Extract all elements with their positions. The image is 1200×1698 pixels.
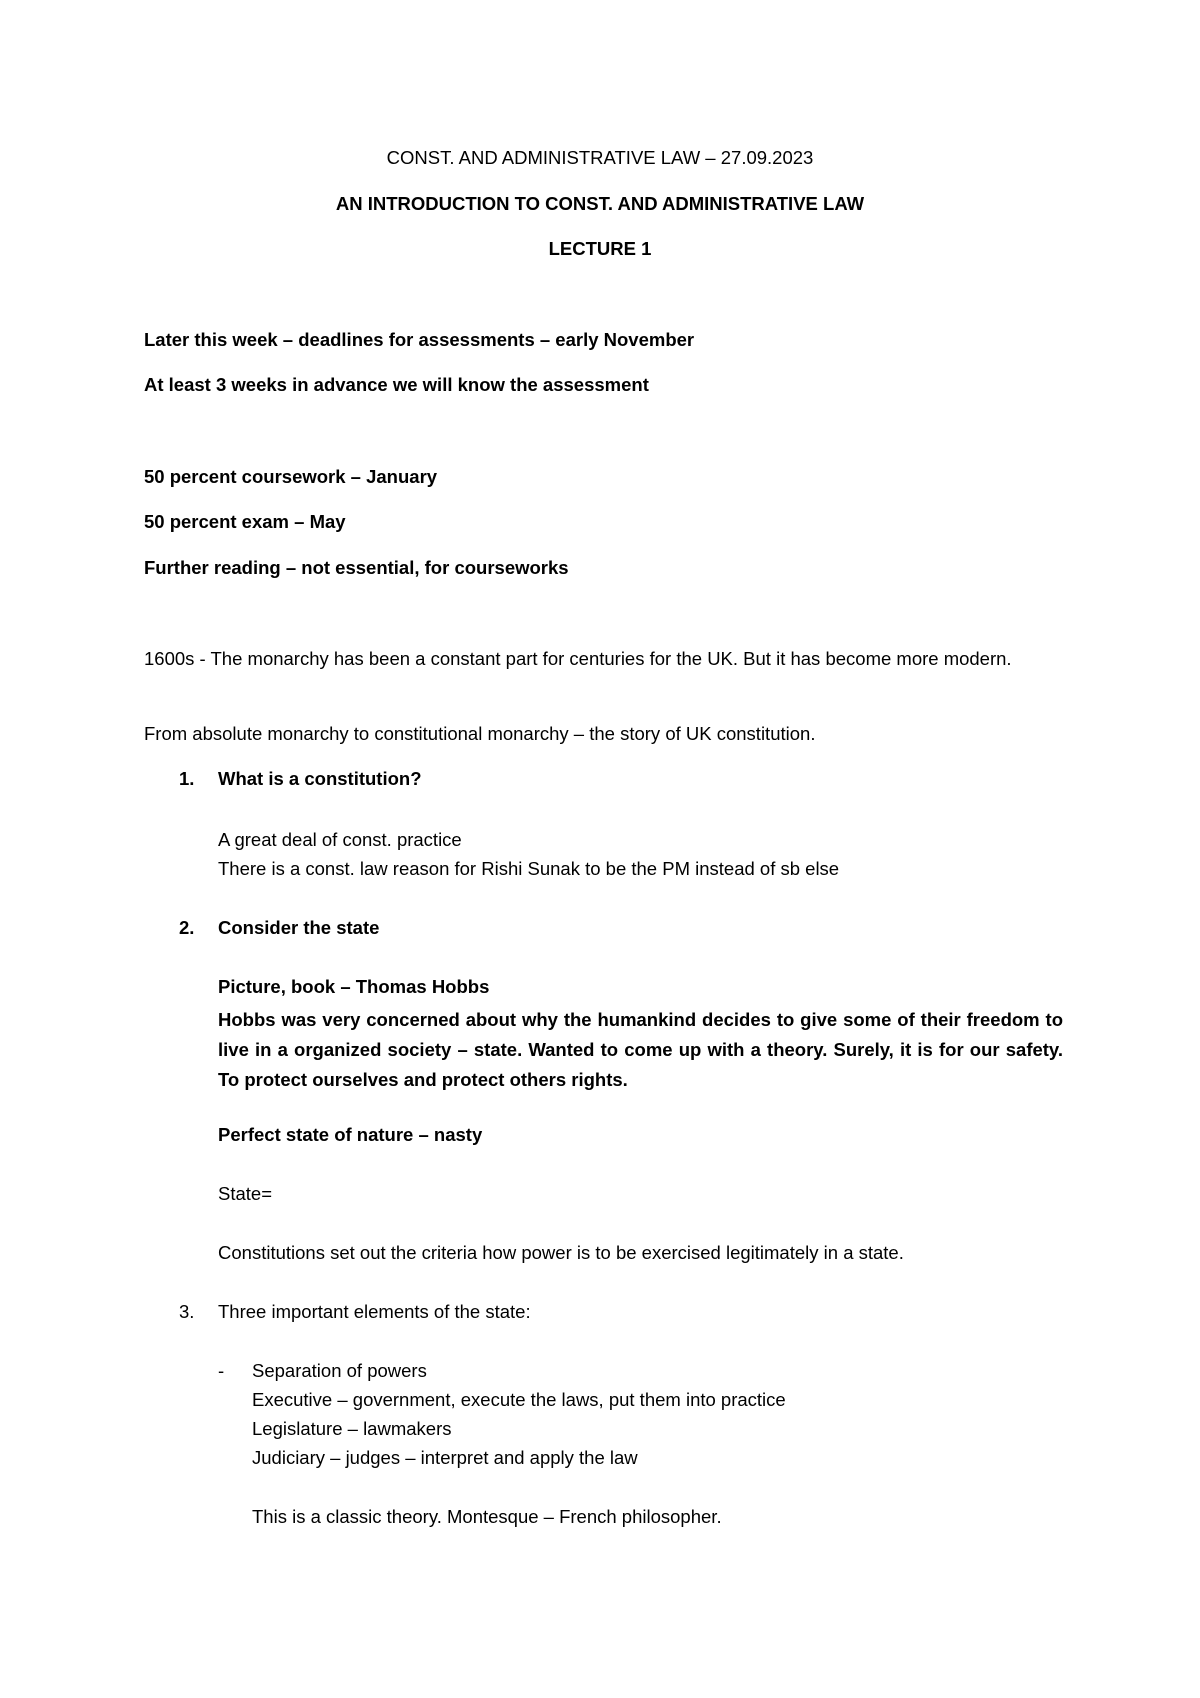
section-1-heading: What is a constitution? — [218, 768, 422, 789]
section-2-heading: Consider the state — [218, 917, 380, 938]
section-1-number: 1. — [179, 768, 195, 789]
course-title: CONST. AND ADMINISTRATIVE LAW – 27.09.2023 — [386, 147, 814, 168]
section-1-line-1: A great deal of const. practice — [218, 829, 462, 850]
state-equals-line: State= — [218, 1183, 273, 1204]
lecture-label: LECTURE 1 — [548, 238, 652, 259]
intro-title: AN INTRODUCTION TO CONST. AND ADMINISTRATIVE LAW — [335, 193, 865, 214]
bullet-judiciary: Judiciary – judges – interpret and apply the law — [252, 1447, 638, 1468]
perfect-state-line: Perfect state of nature – nasty — [218, 1124, 483, 1145]
bullet-marker: - — [218, 1360, 225, 1381]
section-3-number: 3. — [179, 1301, 195, 1322]
exam-note: 50 percent exam – May — [144, 511, 346, 532]
hobbs-paragraph: Hobbs was very concerned about why the humankind decides to give some of their freedom to live in a organized society – state. Wanted to come up with a theory. Surely, it is for our safety. To protect ourselves and protect others rights. — [218, 1009, 1063, 1090]
bullet-separation-of-powers: Separation of powers — [252, 1360, 427, 1381]
bullet-legislature: Legislature – lawmakers — [252, 1418, 452, 1439]
further-reading-note: Further reading – not essential, for courseworks — [144, 557, 569, 578]
coursework-note: 50 percent coursework – January — [144, 466, 438, 487]
advance-note: At least 3 weeks in advance we will know the assessment — [144, 374, 649, 395]
classic-theory-line: This is a classic theory. Montesque – French philosopher. — [252, 1506, 722, 1527]
absolute-monarchy-line: From absolute monarchy to constitutional monarchy – the story of UK constitution. — [144, 723, 816, 744]
deadlines-note: Later this week – deadlines for assessments – early November — [144, 329, 695, 350]
section-2-subheading: Picture, book – Thomas Hobbs — [218, 976, 490, 997]
bullet-executive: Executive – government, execute the laws, put them into practice — [252, 1389, 786, 1410]
constitutions-line: Constitutions set out the criteria how power is to be exercised legitimately in a state. — [218, 1242, 904, 1263]
section-1-line-2: There is a const. law reason for Rishi Sunak to be the PM instead of sb else — [218, 858, 840, 879]
section-3-heading: Three important elements of the state: — [218, 1301, 531, 1322]
monarchy-paragraph: 1600s - The monarchy has been a constant part for centuries for the UK. But it has become more modern. — [144, 648, 1012, 669]
section-2-number: 2. — [179, 917, 195, 938]
